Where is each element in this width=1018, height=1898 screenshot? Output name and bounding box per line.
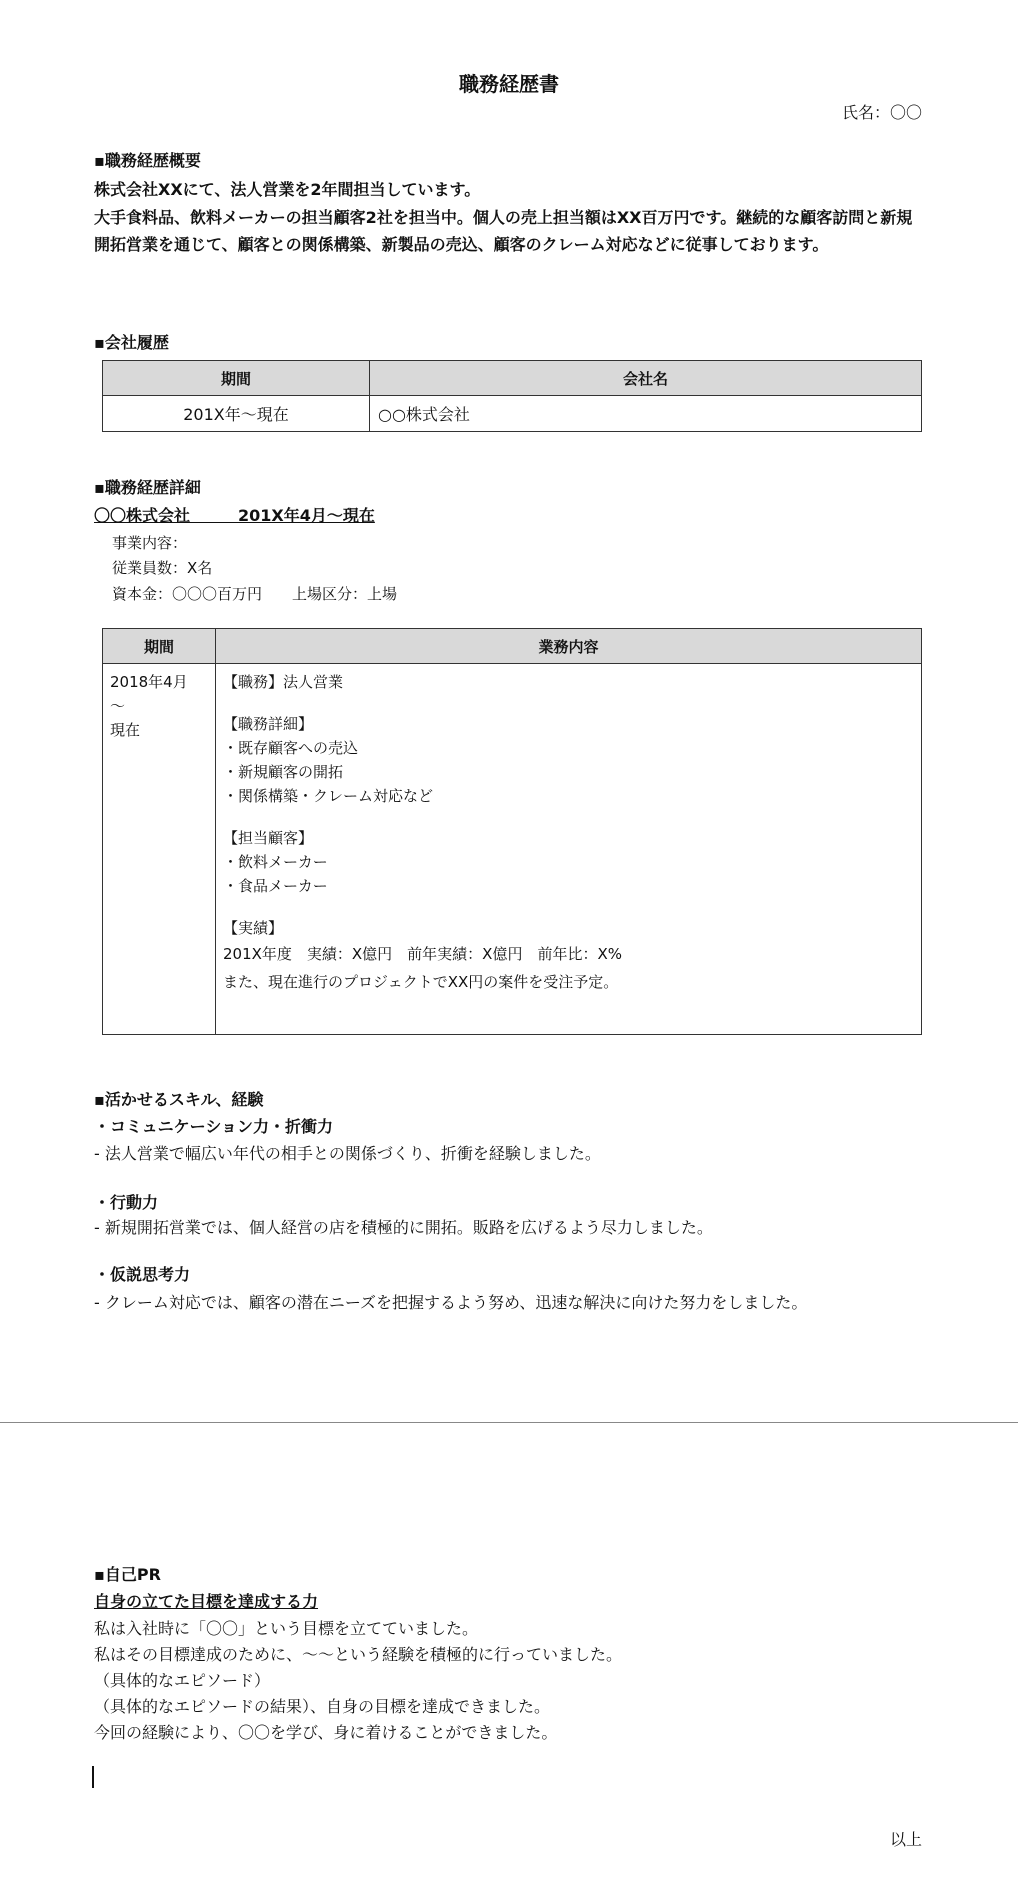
work-details-table bbox=[102, 628, 922, 1035]
period-cell bbox=[103, 664, 216, 1035]
skills-heading: ▪活かせるスキル、経験 bbox=[94, 1090, 264, 1109]
summary-line-1: 株式会社XXにて、法人営業を2年間担当しています。 bbox=[94, 180, 481, 199]
table-row bbox=[103, 664, 922, 1035]
pr-subtitle: 自身の立てた目標を達成する力 bbox=[94, 1592, 319, 1611]
pr-line: 私はその目標達成のために、〜〜という経験を積極的に行っていました。 bbox=[94, 1645, 623, 1664]
period-start: 2018年4月 bbox=[110, 673, 188, 691]
column-header-company: 会社名 bbox=[370, 361, 922, 396]
duty-detail-item: ・既存顧客への売込 bbox=[223, 739, 359, 757]
column-header-duties: 業務内容 bbox=[216, 629, 922, 664]
duty-detail-item: ・関係構築・クレーム対応など bbox=[223, 787, 434, 805]
pr-heading: ▪自己PR bbox=[94, 1565, 161, 1584]
details-capital: 資本金：〇〇〇百万円 上場区分：上場 bbox=[112, 585, 398, 603]
details-company-line: 〇〇株式会社 201X年4月〜現在 bbox=[94, 506, 375, 525]
skill-title-action: ・行動力 bbox=[94, 1193, 159, 1212]
duty-detail-title: 【職務詳細】 bbox=[223, 715, 314, 733]
clients-title: 【担当顧客】 bbox=[223, 829, 314, 847]
details-heading: ▪職務経歴詳細 bbox=[94, 478, 201, 497]
column-header-period: 期間 bbox=[103, 361, 370, 396]
client-item: ・食品メーカー bbox=[223, 877, 328, 895]
results-title: 【実績】 bbox=[223, 919, 284, 937]
document-title: 職務経歴書 bbox=[459, 72, 559, 96]
details-business: 事業内容： bbox=[112, 534, 188, 552]
table-row bbox=[103, 396, 922, 432]
company-history-heading: ▪会社履歴 bbox=[94, 333, 169, 352]
skill-desc-action: - 新規開拓営業では、個人経営の店を積極的に開拓。販路を広げるよう尽力しました。 bbox=[94, 1218, 713, 1237]
history-company-cell: ○○株式会社 bbox=[370, 396, 922, 432]
company-history-table bbox=[102, 360, 922, 432]
pr-line: 今回の経験により、〇〇を学び、身に着けることができました。 bbox=[94, 1723, 558, 1742]
period-tilde: 〜 bbox=[110, 697, 126, 715]
page-break-divider bbox=[0, 1422, 1018, 1423]
duty-detail-item: ・新規顧客の開拓 bbox=[223, 763, 344, 781]
closing-text: 以上 bbox=[889, 1830, 922, 1849]
column-header-period: 期間 bbox=[103, 629, 216, 664]
skill-desc-hypothesis: - クレーム対応では、顧客の潜在ニーズを把握するよう努め、迅速な解決に向けた努力をしました。 bbox=[94, 1293, 808, 1312]
period-end: 現在 bbox=[110, 721, 141, 739]
details-employees: 従業員数：X名 bbox=[112, 559, 213, 577]
duties-cell bbox=[216, 664, 922, 1035]
applicant-name: 氏名：〇〇 bbox=[841, 103, 922, 122]
summary-heading: ▪職務経歴概要 bbox=[94, 151, 201, 170]
pr-line: 私は入社時に「〇〇」という目標を立てていました。 bbox=[94, 1619, 479, 1638]
skill-title-communication: ・コミュニケーション力・折衝力 bbox=[94, 1117, 334, 1136]
duty-line: 【職務】法人営業 bbox=[223, 673, 344, 691]
client-item: ・飲料メーカー bbox=[223, 853, 328, 871]
history-period-cell: 201X年〜現在 bbox=[103, 396, 370, 432]
pr-line: （具体的なエピソードの結果）、自身の目標を達成できました。 bbox=[94, 1697, 551, 1716]
table-header-row bbox=[103, 629, 922, 664]
table-header-row bbox=[103, 361, 922, 396]
skill-desc-communication: - 法人営業で幅広い年代の相手との関係づくり、折衝を経験しました。 bbox=[94, 1144, 601, 1163]
skill-title-hypothesis: ・仮説思考力 bbox=[94, 1265, 191, 1284]
results-line-2: また、現在進行のプロジェクトでXX円の案件を受注予定。 bbox=[223, 973, 619, 991]
results-line-1: 201X年度 実績：X億円 前年実績：X億円 前年比：X% bbox=[223, 945, 622, 963]
text-cursor[interactable] bbox=[92, 1766, 94, 1788]
pr-line: （具体的なエピソード） bbox=[94, 1671, 271, 1690]
summary-line-2: 大手食料品、飲料メーカーの担当顧客2社を担当中。個人の売上担当額はXX百万円です。継続的な顧客訪問と新規開拓営業を通じて、顧客との関係構築、新製品の売込、顧客のクレーム対応などに従事しております。 bbox=[94, 208, 913, 254]
